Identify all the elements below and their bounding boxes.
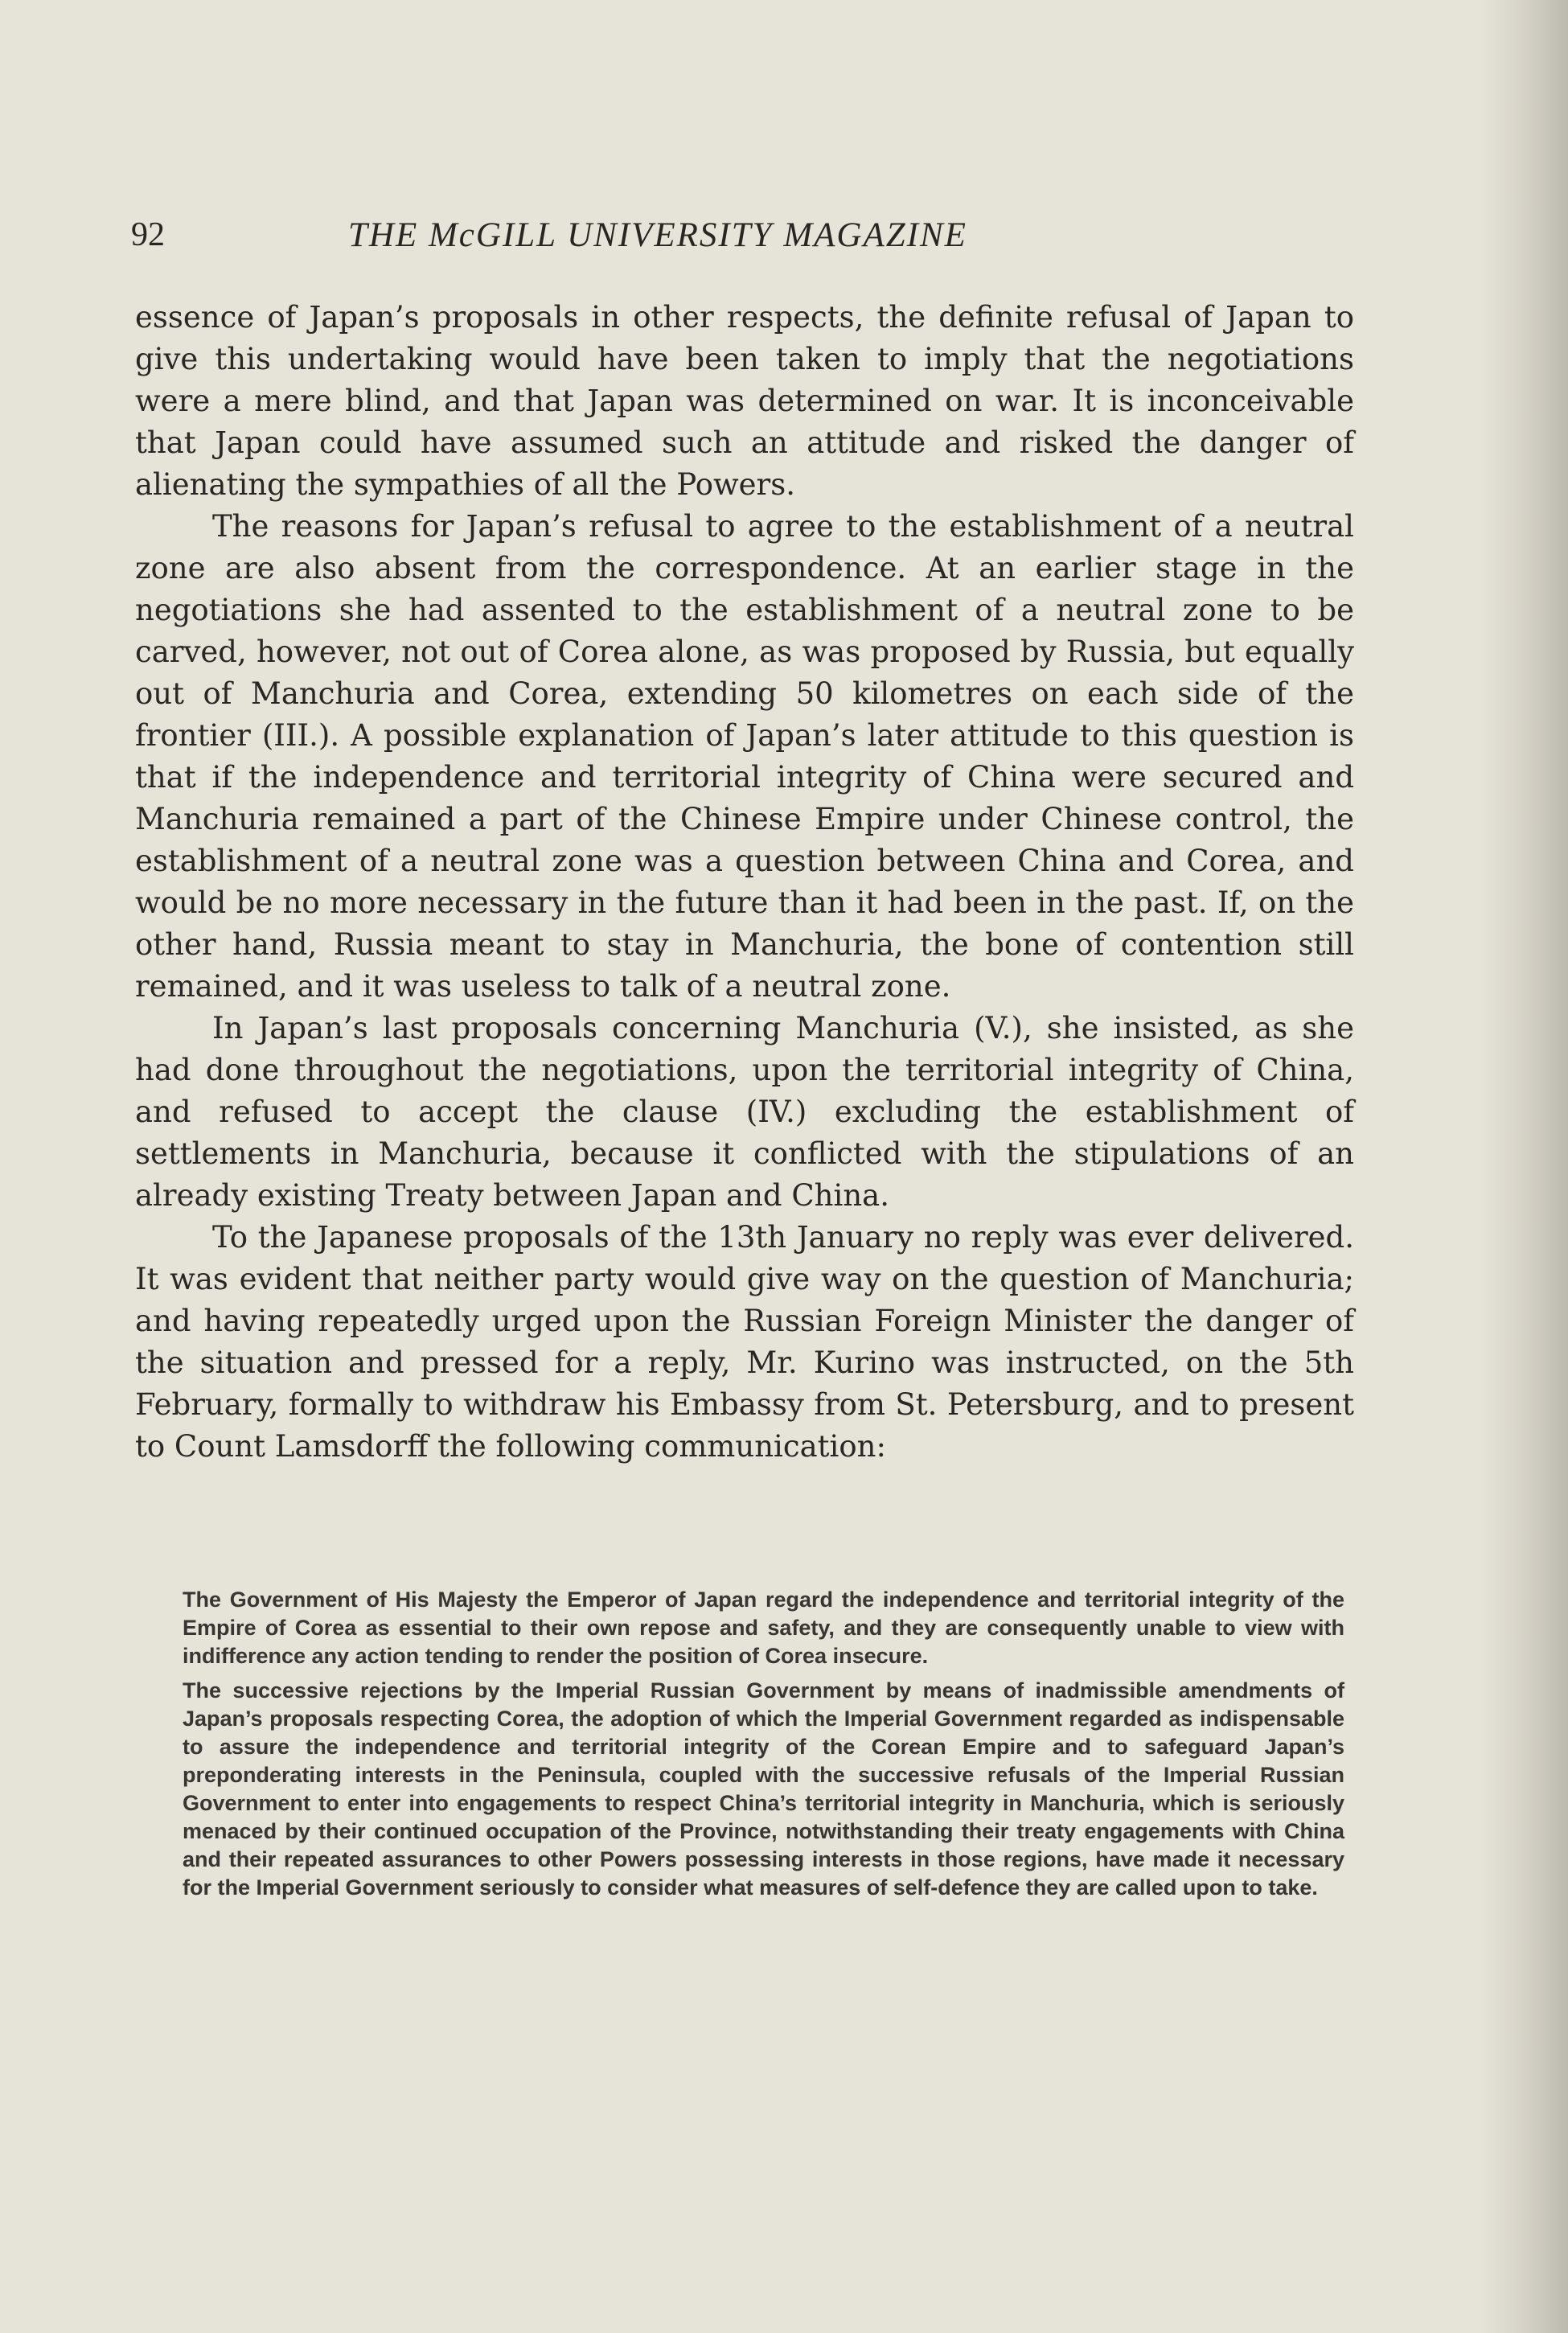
body-text [135, 297, 1354, 1468]
running-title: THE McGILL UNIVERSITY MAGAZINE [348, 216, 967, 254]
page-number: 92 [131, 216, 165, 253]
page-header [131, 216, 1361, 264]
paragraph: The reasons for Japan’s refusal to agree to the establishment of a neutral zone are also absent from the correspondence. At an earlier stage in the negotiations she had assented to the establishment of a neutral zone to be carved, however, not out of Corea alone, as was proposed by Russia, but equally out of Manchuria and Corea, extending 50 kilometres on each side of the frontier (III.). A possible explanation of Japan’s later attitude to this question is that if the independence and territorial integrity of China were secured and Manchuria remained a part of the Chinese Empire under Chinese control, the establishment of a neutral zone was a question between China and Corea, and would be no more necessary in the future than it had been in the past. If, on the other hand, Russia meant to stay in Manchuria, the bone of contention still remained, and it was useless to talk of a neutral zone. [135, 509, 1354, 1004]
quote-paragraph: The successive rejections by the Imperial Russian Government by means of inadmissible amendments of Japan’s proposals respecting Corea, the adoption of which the Imperial Government regarded as indispensable to assure the independence and territorial integrity of the Corean Empire and to safeguard Japan’s preponderating interests in the Peninsula, coupled with the successive refusals of the Imperial Russian Government to enter into engagements to respect China’s territorial integrity in Manchuria, which is seriously menaced by their continued occupation of the Province, notwithstanding their treaty engagements with China and their repeated assurances to other Powers possessing interests in those regions, have made it necessary for the Imperial Government seriously to consider what measures of self-defence they are called upon to take. [183, 1678, 1344, 1900]
paragraph: To the Japanese proposals of the 13th January no reply was ever delivered. It was evident that neither party would give way on the question of Manchuria; and having repeatedly urged upon the Russian Foreign Minister the danger of the situation and pressed for a reply, Mr. Kurino was instructed, on the 5th February, formally to withdraw his Embassy from St. Petersburg, and to present to Count Lamsdorff the following communication: [135, 1220, 1354, 1464]
paragraph: In Japan’s last proposals concerning Manchuria (V.), she insisted, as she had done throughout the negotiations, upon the territorial integrity of China, and refused to accept the clause (IV.) excluding the establishment of settlements in Manchuria, because it conflicted with the stipulations of an already existing Treaty between Japan and China. [135, 1011, 1354, 1213]
paragraph: essence of Japan’s proposals in other respects, the definite refusal of Japan to give this undertaking would have been taken to imply that the negotiations were a mere blind, and that Japan was determined on war. It is inconceivable that Japan could have assumed such an attitude and risked the danger of alienating the sympathies of all the Powers. [135, 300, 1354, 502]
quote-paragraph: The Government of His Majesty the Emperor of Japan regard the independence and territorial integrity of the Empire of Corea as essential to their own repose and safety, and they are consequently unable to view with indifference any action tending to render the position of Corea insecure. [183, 1588, 1344, 1668]
quoted-communication [183, 1586, 1344, 1902]
